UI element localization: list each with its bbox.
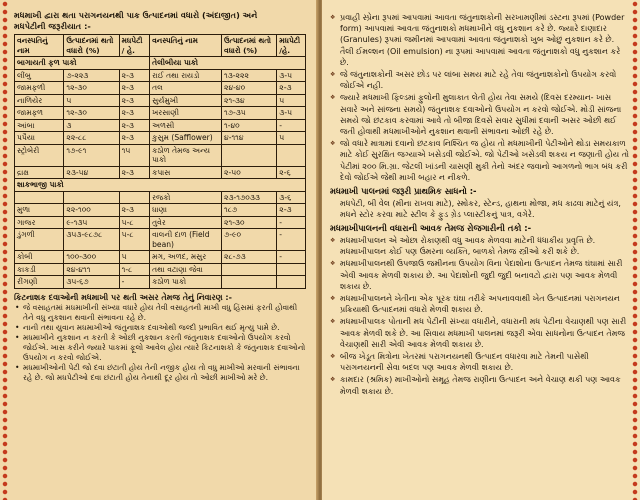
list-item: ❖ કામદાર (શ્રમિક) માખીઓનો સમૂહ તેમજ રાણીના ઉત્પાદન અને વેચાણ થકી પણ આવક મેળવી શકાય છે. (330, 374, 630, 396)
table-cell: કાકડી (15, 263, 64, 276)
table-cell: - (119, 276, 149, 289)
list-item: ❖ મધમાખીપાલક પોતાની મધ પેટીની સંખ્યા વધારીને, વધારાની મધ પેટીના વેચાણથી પણ સારી આવક મેળવી શકે છે. આ સિવાય મધમાખી પાલનમાં જરૂરી એવા સાધનોના ઉત્પાદન તેમજ વેચાણથી સારી એવી આવક મેળવી શકાય છે. (330, 316, 630, 350)
table-cell: આંબા (15, 119, 64, 132)
col-header: મધપેટી /હે. (277, 35, 306, 57)
table-cell: ખરસાણી (150, 107, 222, 120)
table-cell: - (277, 251, 306, 264)
col-header: ઉત્પાદનમાં થતો વધારો (%) (222, 35, 277, 57)
list-item: ❖ બીજ ખેડૂત મિત્રોના ખેતરમાં પરાગનયનથી ઉત્પાદન વધારવા માટે તેમની પાસેથી પરાગનયનની સેવા બદલ પણ આવક મેળવી શકાય છે. (330, 351, 630, 373)
table-cell: ૩-૬ (277, 191, 306, 204)
business-bullets (330, 235, 630, 397)
left-header-line2: મધપેટીની જરૂરીયાત :- (14, 21, 91, 31)
left-dotted-border (2, 0, 8, 500)
table-row (15, 216, 306, 229)
table-cell: - (277, 216, 306, 229)
table-cell: ૫-૮ (119, 229, 149, 251)
table-row (15, 204, 306, 217)
list-item: ❖ જ્યારે મધમાખી ફિલ્ડમાં ફુલોની મુલાકાત લેતી હોય તેવા સમયે (દિવસ દરમ્યાન- ખાસ સવારે અને સાંજના સમયે) જંતુનાશક દવાઓનો ઉપયોગ ન કરવો જોઈએ. મોડી સાંજના સમયે જો છંટકાવ કરવામાં આવે તો બીજા દિવસે સવાર સુધીમાં દવાની અસર ઓછી થઈ જતી હોવાથી મધમાખીઓને નુકશાન થવાની સંભાવના ઓછી રહે છે. (330, 92, 630, 137)
table-cell (222, 276, 277, 289)
table-cell: તલ (150, 82, 222, 95)
table-cell: મગ, અળદ, મસુર (150, 251, 222, 264)
table-cell: તુવેર (150, 216, 222, 229)
table-cell: મુળા (15, 204, 64, 217)
table-cell: ૨-૩ (119, 94, 149, 107)
pesticide-bullets (330, 12, 630, 183)
table-section-row (15, 179, 306, 192)
table-cell: કઠોળ પાકો (150, 276, 222, 289)
section-label: શાકભાજી પાકો (15, 179, 306, 192)
table-cell: ૧૮૭ (222, 204, 277, 217)
table-row (15, 191, 306, 204)
table-cell: ૨૪-૪૦ (222, 82, 277, 95)
table-row (15, 166, 306, 179)
table-cell: ૩ (64, 119, 119, 132)
table-cell: ધાણા (150, 204, 222, 217)
table-cell: - (277, 119, 306, 132)
table-cell: ૧૨-૩૦ (64, 82, 119, 95)
table-cell: જામફળ (15, 107, 64, 120)
list-item: ❖ મધમાખીપાલનથી ઉપજાઉ જમીનના ઉપયોગ વિના પેદાશોના ઉત્પાદન તેમજ ઘંઘામાં સારી એવી આવક મેળવી શકાય છે. આ પેદાશોની જુદી જુદી બનાવટો દ્વારા પણ આવક મેળવી શકાય છે. (330, 258, 630, 292)
table-row (15, 69, 306, 82)
table-cell: ૭-૨૨૩ (64, 69, 119, 82)
table-cell: રજકો (150, 191, 222, 204)
table-cell: ૩-૫ (277, 107, 306, 120)
table-row (15, 251, 306, 264)
list-item: • મધમાખીને નુકશાન ન કરતી કે ઓછી નુકશાન કરતી જંતુનાશક દવાઓનો ઉપયોગ કરવો જોઈએ. ખાસ કરીને જ્યારે પાકમાં ફૂલો આવેલ હોય ત્યારે કિટનાશકો કે જંતુનાશક દવાઓનો ઉપયોગ ન કરવો જોઈએ. (14, 333, 310, 363)
table-cell: રીંગણી (15, 276, 64, 289)
table-cell: કુસુમ (Safflower) (150, 132, 222, 145)
list-item: ❖ જે જંતુનાશકોની અસર છોડ પર લાંબા સમય માટે રહે તેવા જંતુનાશકોનો ઉપયોગ કરવો જોઈએ નહી. (330, 69, 630, 91)
table-cell: સુર્યમુખી (150, 94, 222, 107)
table-cell: ૧૭-૩૫ (222, 107, 277, 120)
table-cell: ૨૮-૭૩ (222, 251, 277, 264)
table-cell: ૨૨-૮૮ (64, 132, 119, 145)
table-cell: ૨-૩ (119, 132, 149, 145)
pollination-table (14, 34, 306, 289)
left-header (14, 10, 310, 32)
left-header-line1: મધમાખી દ્વારા થતા પરાગનયનથી પાક ઉત્પાદનમાં વધારો (અંદાજીત) અને (14, 10, 258, 20)
table-row (15, 276, 306, 289)
list-item: • નાની તથા યુવાન મધમાખીઓ જંતુનાશક દવાઓથી જલ્દી પ્રભાવિત થઈ મૃત્યુ પામે છે. (14, 323, 310, 333)
table-cell: ૧૩-૨૨૨ (222, 69, 277, 82)
table-cell (15, 191, 64, 204)
table-cell: ૨-૩ (119, 204, 149, 217)
table-cell: - (277, 229, 306, 251)
notes-title: કિટનાશક દવાઓની મધમાખી પર થતી અસર તેમજ તેનું નિવારણ :- (14, 292, 232, 302)
table-cell: કઠોળ તેમજ અન્ય પાકો (150, 144, 222, 166)
table-cell: ૩૫૩-૯૮૭૮ (64, 229, 119, 251)
table-cell: ૭-૯૦ (222, 229, 277, 251)
table-row (15, 229, 306, 251)
table-cell: જામફળી (15, 82, 64, 95)
list-item: ❖ મધમાખીપાલનને ખેતીના એક પૂરક ઘંઘા તરીકે અપનાવવાથી ખેત ઉત્પાદનમાં પરાગનયન પ્રક્રિયાથી ઉત્પાદનમાં વધારો મેળવી શકાય છે. (330, 293, 630, 315)
table-cell: ૨૪-૪૧૧ (64, 263, 119, 276)
table-cell: ૨-૩ (119, 119, 149, 132)
right-page (322, 0, 640, 500)
table-cell (119, 191, 149, 204)
table-cell (64, 191, 119, 204)
table-row (15, 94, 306, 107)
table-cell: ૧-૪૦ (222, 119, 277, 132)
list-item: ❖ પ્રવાહી સ્પ્રેના રૂપમાં આપવામાં આવતા જંતુનાશકોની સરખામણીમાં ડસ્ટના રૂપમાં (Powder form) આપવામાં આવતા જંતુનાશકો મધમાખીને વધુ નુકશાન કરે છે. જ્યારે દાણાદાર (Granules) રૂપમાં જમીનમાં આપવામાં આવતા જંતુનાશકો ખુબ ઓછું નુકશાન કરે છે. તૈલી ઈમલ્શન (Oil emulsion) ના રૂપમાં આપવામાં આવતા જંતુનાશકો વધુ નુકશાન કરે છે. (330, 12, 630, 68)
table-cell: કોબી (15, 251, 64, 264)
table-cell (222, 263, 277, 276)
list-item: • મધમાખીઓની પેટી જો દવા છંટાતી હોય તેની નજીક હોય તો વધુ માખીઓ મરવાની સંભાવના રહે છે. જો મધપેટીઓ દવા છંટાતી હોય તેનાથી દૂર હોય તો ઓછી માખીઓ મરે છે. (14, 363, 310, 383)
table-cell: ૩૫-૬૭ (64, 276, 119, 289)
table-header-row (15, 35, 306, 57)
table-cell: ૩-૫ (277, 69, 306, 82)
table-cell: ૨૧-૩૦ (222, 216, 277, 229)
table-cell: ૨૧-૩૪ (222, 94, 277, 107)
table-cell: ૨-૩ (277, 204, 306, 217)
table-cell: વાલની દાળ (Field bean) (150, 229, 222, 251)
table-body (15, 57, 306, 289)
table-cell: ૧-૮ (119, 263, 149, 276)
table-cell: દ્રાક્ષ (15, 166, 64, 179)
table-cell: ૨-૩ (119, 82, 149, 95)
table-cell: ૨-૫૦ (222, 166, 277, 179)
section-label: તેલીબીયા પાકો (150, 57, 306, 70)
table-cell: ૨૩-૫૪ (64, 166, 119, 179)
tools-title: મધમાખી પાલનમાં જરૂરી પ્રાથમિક સાધનો :- (330, 186, 477, 197)
table-cell: ૧૨-૩૦ (64, 107, 119, 120)
table-cell: ૫ (64, 94, 119, 107)
table-section-row (15, 57, 306, 70)
table-cell: ૨-૩ (119, 69, 149, 82)
table-cell (277, 263, 306, 276)
table-cell: ૫ (119, 251, 149, 264)
table-cell: ગાજર (15, 216, 64, 229)
business-title: મધમાખીપાલનની વધારાની આવક તેમજ રોજગારીની તકો :- (330, 223, 532, 234)
table-cell: ૨-૬ (277, 166, 306, 179)
notes-list (14, 303, 310, 383)
section-label: બાગાયતી ફળ પાકો (15, 57, 150, 70)
table-row (15, 82, 306, 95)
right-dotted-border (632, 0, 638, 500)
table-cell: ૧૭-૯૧ (64, 144, 119, 166)
table-cell: ૪-૧૧૪ (222, 132, 277, 145)
table-row (15, 263, 306, 276)
table-row (15, 144, 306, 166)
list-item: • જે વસાહતમાં મધમાખીની સંખ્યા વધારે હોય તેવી વસાહતની માખી વધુ હિંસમાં ફરતી હોવાથી તેને વધુ નુકશાન થવાની સંભાવના રહે છે. (14, 303, 310, 323)
table-cell: ૫-૮ (119, 216, 149, 229)
table-cell: ૨-૩ (119, 166, 149, 179)
table-cell: અળસી (150, 119, 222, 132)
list-item: ❖ જો વધારે માત્રામાં દવાનો છંટકાવ નિશ્ચિત જ હોય તો મધમાખીની પેટીઓને થોડા સમયકાળ માટે કોઈ સુરક્ષિત જગ્યાએ ખસેડવી જોઈએ. જો પેટીઓ ખસેડવી શકય ન જણાતી હોય તો પેટીમાં ૨૦૦ મિ.ગ્રા. જેટલી ખાંડની ચાસણી મુકી તેનો અંદર જવાનો આગળનો ભાગ બંધ કરી દેવો જોઈએ જેથી માખી બહાર ન નીકળે. (330, 138, 630, 183)
left-page (0, 0, 318, 500)
table-cell (222, 144, 277, 166)
table-cell: લીંબુ (15, 69, 64, 82)
table-cell: નાળિયેર (15, 94, 64, 107)
col-header: મધપેટી / હે. (119, 35, 149, 57)
table-cell: ૧૫ (119, 144, 149, 166)
table-cell: ૫ (277, 132, 306, 145)
table-cell: ૫ (277, 94, 306, 107)
tools-text: મધપેટી, બી વેલ (મીના રાખવા માટે), સ્મોકર, સ્ટેન્ડ, હાથના મોજા, મધ કાઢવા માટેનું યંત્ર, મધને સ્ટોર કરવા માટે સ્ટીલ કે ફુડ ગ્રેડ પ્લાસ્ટીકનું પાત્ર, વગેરે. (340, 199, 621, 220)
table-row (15, 132, 306, 145)
col-header: વનસ્પતિનું નામ (15, 35, 64, 57)
list-item: ❖ મધમાખીપાલન એ ઓછા રોકાણથી વધુ આવક મેળવવા માટેની ધંધાકીય પ્રવૃત્તિ છે. મધમાખીપાલન કોઈ પણ ઉંમરના વ્યક્તિ, બાળકો તેમજ સ્ત્રીઓ કરી શકે છે. (330, 235, 630, 257)
table-cell (277, 144, 306, 166)
table-cell: રાઈ તથા રાયડો (150, 69, 222, 82)
table-cell: ૨-૩ (119, 107, 149, 120)
table-cell: કપાસ (150, 166, 222, 179)
table-cell: ડુંગળી (15, 229, 64, 251)
table-cell: ૧૦૦-૩૦૦ (64, 251, 119, 264)
table-cell: ૯-૧૩૫ (64, 216, 119, 229)
table-row (15, 107, 306, 120)
table-cell: તથા વટાણા જેવા (150, 263, 222, 276)
table-cell: ૨૩-૧૭૦૩૩ (222, 191, 277, 204)
table-cell (277, 276, 306, 289)
table-cell: પપૈયા (15, 132, 64, 145)
col-header: વનસ્પતિનું નામ (150, 35, 222, 57)
table-row (15, 119, 306, 132)
table-cell: ૨૨-૧૦૦ (64, 204, 119, 217)
table-cell: સ્ટ્રોબેરી (15, 144, 64, 166)
table-cell: ૨-૩ (277, 82, 306, 95)
col-header: ઉત્પાદનમાં થતો વધારો (%) (64, 35, 119, 57)
